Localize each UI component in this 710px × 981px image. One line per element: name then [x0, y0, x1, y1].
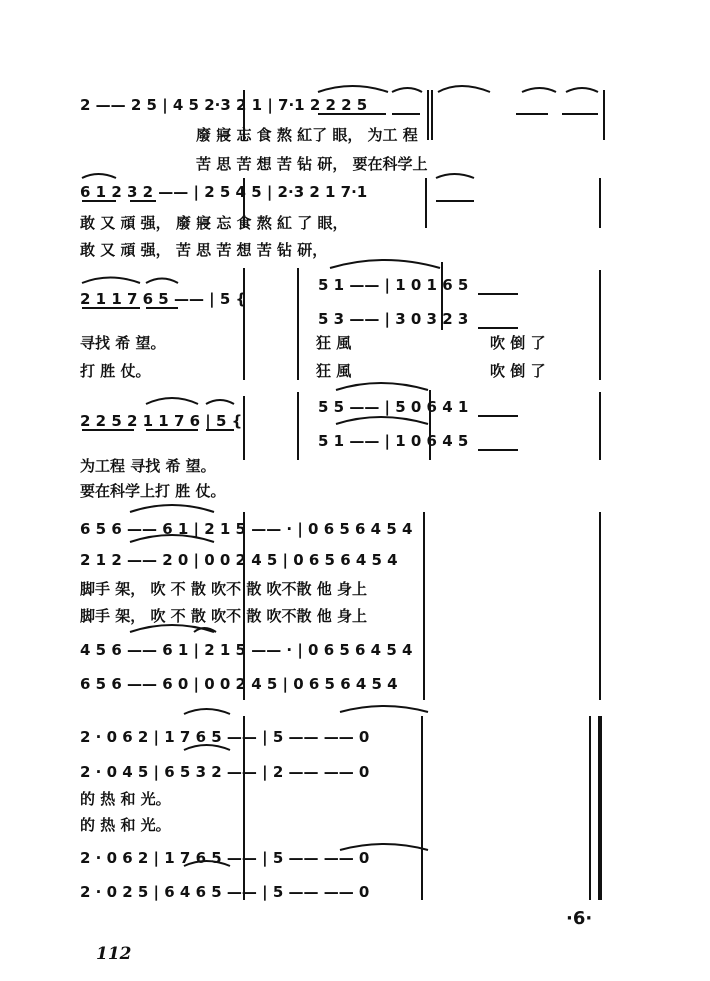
page-number [96, 944, 132, 964]
lyric-line: 的 热 和 光。 [80, 790, 171, 808]
notation-text: 6 5 6 —— 6 1 | 2 1 5 —— · | 0 6 5 6 4 5 4 [80, 520, 413, 538]
lyric-line: 吹 倒 了 [490, 362, 546, 380]
lyric-line: 打 胜 仗。 [80, 362, 151, 380]
notation-text: 6 1 2 3 2 —— | 2 5 4 5 | 2·3 2 1 7·1 [80, 183, 368, 201]
notation-text: 2 · 0 2 5 | 6 4 6 5 —— | 5 —— —— 0 [80, 883, 370, 901]
notation-text: 2 · 0 6 2 | 1 7 6 5 —— | 5 —— —— 0 [80, 728, 370, 746]
notation-text: 2 · 0 6 2 | 1 7 6 5 —— | 5 —— —— 0 [80, 849, 370, 867]
notation-text: 2 1 1 7 6 5 —— | 5 { [80, 290, 247, 308]
notation-text: 5 1 —— | 1 0 1 6 5 [318, 276, 469, 294]
lyric-line: 苦 思 苦 想 苦 钻 研， 要在科学上 [196, 155, 428, 173]
page-number-text: 112 [96, 944, 132, 964]
lyric-line: 廢 寢 忘 食 熬 紅了 眼， 为工 程 [196, 126, 418, 144]
lyric-line: 狂 風 [316, 362, 352, 380]
notation-text: 5 1 —— | 1 0 6 4 5 [318, 432, 469, 450]
notation-text: 4 5 6 —— 6 1 | 2 1 5 —— · | 0 6 5 6 4 5 4 [80, 641, 413, 659]
notation-text: 2 1 2 —— 2 0 | 0 0 2 4 5 | 0 6 5 6 4 5 4 [80, 551, 398, 569]
lyric-line: 敢 又 頑 强， 廢 寢 忘 食 熬 紅 了 眼， [80, 214, 348, 232]
notation-text: 6 5 6 —— 6 0 | 0 0 2 4 5 | 0 6 5 6 4 5 4 [80, 675, 398, 693]
lyric-line: 寻找 希 望。 [80, 334, 166, 352]
lyric-line: 脚手 架， 吹 不 散 吹不 散 吹不散 他 身上 [80, 580, 368, 598]
lyric-line: 脚手 架， 吹 不 散 吹不 散 吹不散 他 身上 [80, 607, 368, 625]
notation-text: 2 2 5 2 1 1 7 6 | 5 { [80, 412, 243, 430]
notation-text: 5 3 —— | 3 0 3 2 3 [318, 310, 469, 328]
lyric-line: 狂 風 [316, 334, 352, 352]
lyric-line: 的 热 和 光。 [80, 816, 171, 834]
notation-text: 2 · 0 4 5 | 6 5 3 2 —— | 2 —— —— 0 [80, 763, 370, 781]
corner-mark: ·6· [566, 908, 593, 929]
notation-text: 2 —— 2 5 | 4 5 2·3 2 1 | 7·1 2 2 2 5 [80, 96, 368, 114]
lyric-line: 吹 倒 了 [490, 334, 546, 352]
notation-text: 5 5 —— | 5 0 6 4 1 [318, 398, 469, 416]
lyric-line: 为工程 寻找 希 望。 [80, 457, 216, 475]
lyric-line: 敢 又 頑 强， 苦 思 苦 想 苦 钻 研， [80, 241, 328, 259]
lyric-line: 要在科学上打 胜 仗。 [80, 482, 226, 500]
